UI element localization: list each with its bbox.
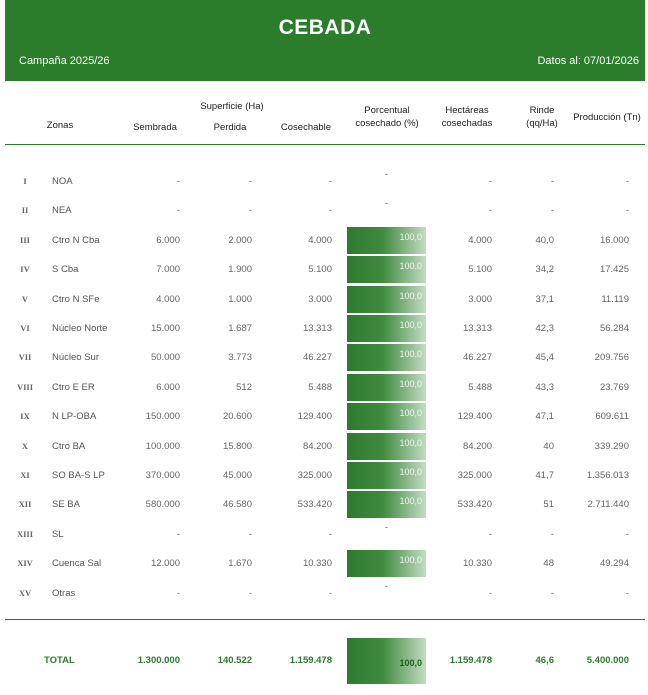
col-cosechable: Cosechable xyxy=(280,122,332,133)
zone-number: XV xyxy=(18,587,32,598)
produccion-value: - xyxy=(625,528,629,540)
zone-number: VIII xyxy=(16,381,34,392)
sembrada-value: 15.000 xyxy=(150,323,180,334)
percent-harvested-bar xyxy=(347,462,426,489)
cosechable-value: 5.488 xyxy=(308,381,332,393)
zone-number: XII xyxy=(18,499,32,510)
table-row xyxy=(0,167,648,196)
rinde-value: 45,4 xyxy=(535,352,554,364)
zone-name: Ctro N SFe xyxy=(52,293,100,305)
percent-harvested-value: 100,0 xyxy=(399,555,422,566)
table-row xyxy=(0,549,648,578)
sembrada-value: 4.000 xyxy=(156,293,180,305)
produccion-value: 1.356.013 xyxy=(586,470,629,481)
sembrada-value: 7.000 xyxy=(156,264,180,276)
cosechable-value: 84.200 xyxy=(302,440,332,452)
produccion-value: 49.294 xyxy=(599,558,629,570)
rinde-value: 40,0 xyxy=(535,234,554,246)
rinde-value: 41,7 xyxy=(535,470,554,481)
table-row xyxy=(0,490,648,519)
col-porcentual-line1: Porcentual xyxy=(364,105,410,116)
col-hectareas-line1: Hectáreas xyxy=(445,105,489,116)
rinde-value: - xyxy=(550,176,554,187)
rinde-value: 42,3 xyxy=(535,323,554,334)
total-label: TOTAL xyxy=(44,655,75,666)
table-row xyxy=(0,255,648,284)
report-header xyxy=(5,0,645,81)
total-row xyxy=(0,636,648,686)
cosechable-value: - xyxy=(328,205,332,217)
percent-harvested-bar xyxy=(347,344,426,371)
sembrada-value: 150.000 xyxy=(145,411,180,423)
percent-harvested-value: - xyxy=(384,169,389,180)
zone-name: N LP-OBA xyxy=(52,411,97,423)
hectareas-value: 129.400 xyxy=(457,411,492,423)
perdida-value: 1.000 xyxy=(228,293,252,305)
table-row xyxy=(0,402,648,431)
hectareas-value: 5.100 xyxy=(468,264,492,276)
cosechable-value: 3.000 xyxy=(308,293,332,305)
cosechable-value: 10.330 xyxy=(302,558,332,570)
percent-harvested-value: 100,0 xyxy=(399,290,422,301)
hectareas-value: 84.200 xyxy=(462,440,492,452)
sembrada-value: 12.000 xyxy=(150,558,180,570)
campaign-label: Campaña 2025/26 xyxy=(19,55,110,67)
percent-harvested-value: 100,0 xyxy=(399,496,422,507)
perdida-value: - xyxy=(248,176,252,187)
produccion-value: 209.756 xyxy=(594,352,629,364)
perdida-value: 1.900 xyxy=(228,264,252,276)
hectareas-value: 5.488 xyxy=(468,381,492,393)
perdida-value: 1.670 xyxy=(228,558,252,570)
zone-number: II xyxy=(21,205,29,216)
rinde-value: 48 xyxy=(543,558,554,570)
zone-name: SL xyxy=(52,528,64,540)
table-row xyxy=(0,285,648,314)
zone-name: NEA xyxy=(52,205,72,217)
sembrada-value: 100.000 xyxy=(145,440,180,452)
col-rinde xyxy=(516,104,568,130)
produccion-value: 339.290 xyxy=(594,440,629,452)
sembrada-value: - xyxy=(176,528,180,540)
zone-name: S Cba xyxy=(52,264,79,276)
percent-harvested-value: 100,0 xyxy=(399,437,422,448)
cosechable-value: 325.000 xyxy=(297,470,332,481)
zone-number: IX xyxy=(20,411,30,422)
hectareas-value: 4.000 xyxy=(468,234,492,246)
perdida-value: 1.687 xyxy=(228,323,252,334)
table-row xyxy=(0,520,648,549)
hectareas-value: 533.420 xyxy=(457,499,492,511)
percent-harvested-value: 100,0 xyxy=(399,378,422,389)
cosechable-value: 4.000 xyxy=(308,234,332,246)
zone-number: XIV xyxy=(17,558,33,569)
zone-name: Ctro E ER xyxy=(52,381,95,393)
zone-number: V xyxy=(21,293,29,304)
total-divider xyxy=(5,619,645,620)
produccion-value: 609.611 xyxy=(595,411,629,423)
percent-harvested-value: 100,0 xyxy=(399,349,422,360)
rinde-value: 34,2 xyxy=(535,264,554,276)
perdida-value: 512 xyxy=(236,381,252,393)
sembrada-value: - xyxy=(176,176,180,187)
zone-name: SE BA xyxy=(52,499,80,511)
cosechable-value: 5.100 xyxy=(308,264,332,276)
produccion-value: 16.000 xyxy=(599,234,629,246)
percent-harvested-value: 100,0 xyxy=(399,320,422,330)
rinde-value: - xyxy=(550,205,554,217)
zone-number: XIII xyxy=(16,528,34,539)
zone-number: VI xyxy=(20,323,30,333)
perdida-value: - xyxy=(248,528,252,540)
hectareas-value: 13.313 xyxy=(462,323,492,334)
produccion-value: 23.769 xyxy=(599,381,629,393)
percent-harvested-value: 100,0 xyxy=(399,261,422,272)
zone-number: III xyxy=(20,234,30,245)
percent-harvested-bar xyxy=(347,227,426,254)
sembrada-value: 50.000 xyxy=(150,352,180,364)
table-row xyxy=(0,461,648,490)
table-row xyxy=(0,373,648,402)
percent-harvested-value: 100,0 xyxy=(399,467,422,477)
col-zonas: Zonas xyxy=(46,120,74,131)
total-sembrada: 1.300.000 xyxy=(137,655,180,666)
rinde-value: 37,1 xyxy=(535,293,554,305)
cosechable-value: 533.420 xyxy=(297,499,332,511)
percent-harvested-value: - xyxy=(384,521,389,533)
cosechable-value: 46.227 xyxy=(302,352,332,364)
zone-name: Ctro N Cba xyxy=(52,234,100,246)
perdida-value: 46.580 xyxy=(222,499,252,511)
rinde-value: 47,1 xyxy=(535,411,554,423)
zone-name: Núcleo Norte xyxy=(52,323,108,334)
total-hectareas: 1.159.478 xyxy=(449,655,492,666)
hectareas-value: - xyxy=(488,176,492,187)
percent-harvested-value: 100,0 xyxy=(399,408,422,419)
col-porcentual-line2: cosechado (%) xyxy=(355,118,419,129)
col-hectareas-line2: cosechadas xyxy=(441,118,493,129)
col-rinde-line1: Rinde xyxy=(529,105,555,116)
zone-number: I xyxy=(23,176,27,186)
sembrada-value: 580.000 xyxy=(145,499,180,511)
zone-number: IV xyxy=(20,264,30,275)
zone-name: Núcleo Sur xyxy=(52,352,99,364)
hectareas-value: 46.227 xyxy=(462,352,492,364)
total-cosechable: 1.159.478 xyxy=(289,655,332,666)
zone-number: X xyxy=(21,440,29,451)
perdida-value: - xyxy=(248,205,252,217)
produccion-value: - xyxy=(625,205,629,217)
table-row xyxy=(0,314,648,343)
rinde-value: - xyxy=(550,587,554,599)
col-superficie: Superficie (Ha) xyxy=(200,101,264,112)
cosechable-value: 129.400 xyxy=(297,411,332,423)
report-title: CEBADA xyxy=(278,16,372,39)
col-sembrada: Sembrada xyxy=(133,122,177,133)
col-produccion: Producción (Tn) xyxy=(573,112,641,123)
sembrada-value: 370.000 xyxy=(145,470,180,481)
total-progress-bar xyxy=(347,638,426,684)
perdida-value: 2.000 xyxy=(228,234,252,246)
sembrada-value: 6.000 xyxy=(156,234,180,246)
perdida-value: 3.773 xyxy=(228,352,252,364)
zone-number: XI xyxy=(20,470,30,480)
rinde-value: - xyxy=(550,528,554,540)
col-porcentual xyxy=(347,104,427,130)
table-row xyxy=(0,226,648,255)
hectareas-value: - xyxy=(488,528,492,540)
table-row xyxy=(0,196,648,225)
percent-harvested-bar xyxy=(347,256,426,283)
zone-name: NOA xyxy=(52,176,73,187)
zone-name: SO BA-S LP xyxy=(52,470,105,481)
percent-harvested-value: - xyxy=(384,580,389,592)
produccion-value: 17.425 xyxy=(599,264,629,276)
hectareas-value: 10.330 xyxy=(462,558,492,570)
percent-harvested-bar xyxy=(347,403,426,430)
perdida-value: 15.800 xyxy=(222,440,252,452)
col-hectareas xyxy=(432,104,502,130)
col-rinde-line2: (qq/Ha) xyxy=(526,118,558,129)
zone-name: Ctro BA xyxy=(52,440,86,452)
percent-harvested-bar xyxy=(347,315,426,342)
cosechable-value: - xyxy=(328,176,332,187)
cosechable-value: - xyxy=(328,528,332,540)
produccion-value: - xyxy=(625,587,629,599)
percent-harvested-value: - xyxy=(384,198,389,210)
percent-harvested-bar xyxy=(347,374,426,401)
rinde-value: 40 xyxy=(543,440,554,452)
data-date-label: Datos al: 07/01/2026 xyxy=(537,55,639,67)
perdida-value: 20.600 xyxy=(222,411,252,423)
zone-name: Otras xyxy=(52,587,76,599)
produccion-value: 56.284 xyxy=(599,323,629,334)
produccion-value: 2.711.440 xyxy=(587,499,629,511)
zone-number: VII xyxy=(18,352,32,363)
table-row xyxy=(0,432,648,461)
sembrada-value: - xyxy=(176,587,180,599)
hectareas-value: 3.000 xyxy=(468,293,492,305)
total-rinde: 46,6 xyxy=(535,655,554,666)
percent-harvested-bar xyxy=(347,286,426,313)
sembrada-value: 6.000 xyxy=(156,381,180,393)
perdida-value: 45.000 xyxy=(222,470,252,481)
rinde-value: 43,3 xyxy=(535,381,554,393)
perdida-value: - xyxy=(248,587,252,599)
total-produccion: 5.400.000 xyxy=(586,655,629,666)
table-row xyxy=(0,579,648,608)
percent-harvested-bar xyxy=(347,433,426,460)
percent-harvested-value: 100,0 xyxy=(399,231,422,242)
hectareas-value: 325.000 xyxy=(457,470,492,481)
total-porcentaje: 100,0 xyxy=(399,658,422,668)
cosechable-value: 13.313 xyxy=(302,323,332,334)
hectareas-value: - xyxy=(488,587,492,599)
hectareas-value: - xyxy=(488,205,492,217)
total-perdida: 140.522 xyxy=(217,655,252,666)
cosechable-value: - xyxy=(328,587,332,599)
table-row xyxy=(0,343,648,372)
col-perdida: Perdida xyxy=(213,122,247,133)
rinde-value: 51 xyxy=(543,499,554,511)
produccion-value: - xyxy=(625,176,629,187)
zone-name: Cuenca Sal xyxy=(52,558,102,570)
produccion-value: 11.119 xyxy=(601,293,629,305)
header-divider xyxy=(5,144,645,145)
sembrada-value: - xyxy=(176,205,180,217)
